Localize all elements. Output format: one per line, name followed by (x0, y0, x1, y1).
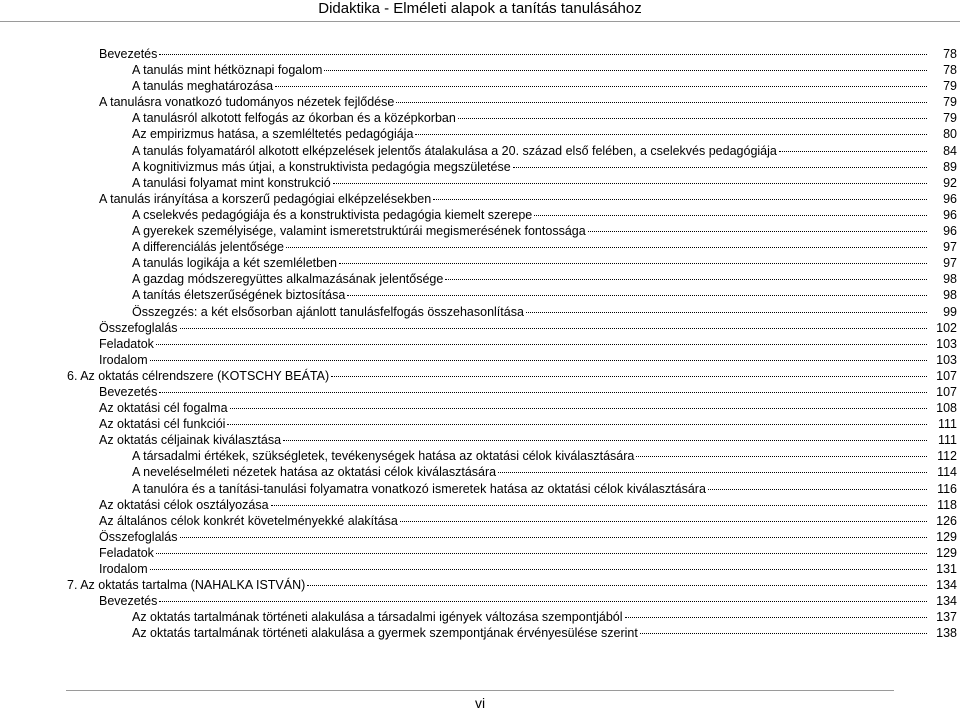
toc-entry-title: Az oktatás tartalmának történeti alakulása a gyermek szempontjának érvényesülése szerint (132, 626, 638, 641)
toc-entry[interactable] (0, 400, 960, 416)
toc-entry-title: Összefoglalás (99, 529, 178, 544)
running-header (0, 0, 960, 30)
toc-entry[interactable] (0, 223, 960, 239)
toc-entry-page: 131 (936, 562, 957, 576)
dot-leader (307, 585, 927, 586)
dot-leader (339, 263, 927, 264)
toc-entry-page: 97 (943, 240, 957, 255)
toc-entry-title: A tanulás meghatározása (132, 79, 274, 94)
dot-leader (415, 134, 927, 135)
toc-entry-page: 111 (937, 433, 957, 448)
dot-leader (779, 151, 927, 152)
toc-entry[interactable] (0, 384, 960, 400)
toc-entry-title: Összegzés: a két elsősorban ajánlott tanulásfelfogás összehasonlítása (132, 304, 524, 319)
toc-entry-title: A tanulás irányítása a korszerű pedagógiai elképzelésekben (99, 191, 432, 206)
toc-entry-title: Az oktatási célok osztályozása (99, 497, 269, 512)
toc-entry[interactable] (0, 78, 960, 94)
toc-entry[interactable] (0, 175, 960, 191)
toc-entry[interactable] (0, 255, 960, 271)
toc-entry-title: A gyerekek személyisége, valamint ismeretstruktúrái megismerésének fontossága (132, 224, 586, 239)
toc-entry-title: Irodalom (99, 562, 148, 576)
dot-leader (526, 312, 927, 313)
toc-entry-page: 129 (936, 545, 957, 560)
dot-leader (286, 247, 927, 248)
footer-rule (66, 690, 894, 691)
toc-entry[interactable] (0, 126, 960, 142)
dot-leader (636, 456, 927, 457)
dot-leader (445, 279, 927, 280)
toc-entry[interactable] (0, 432, 960, 448)
toc-entry-page: 118 (937, 497, 957, 512)
toc-entry[interactable] (0, 481, 960, 497)
dot-leader (640, 633, 927, 634)
toc-entry[interactable] (0, 110, 960, 126)
toc-entry-title: Bevezetés (99, 47, 158, 61)
toc-entry[interactable] (0, 239, 960, 255)
toc-entry[interactable] (0, 416, 960, 432)
toc-entry-page: 79 (943, 79, 957, 94)
toc-entry[interactable] (0, 529, 960, 545)
dot-leader (159, 54, 927, 55)
toc-entry-title: Az oktatás céljainak kiválasztása (99, 433, 282, 448)
toc-entry-title: Az oktatás tartalmának történeti alakulása a társadalmi igények változása szempontjából (132, 610, 623, 625)
toc-entry[interactable] (0, 271, 960, 287)
toc-entry[interactable] (0, 561, 960, 577)
toc-entry-page: 96 (943, 207, 957, 222)
toc-entry-title: A társadalmi értékek, szükségletek, tevékenységek hatása az oktatási célok kiválasztására (132, 449, 635, 464)
dot-leader (156, 553, 927, 554)
toc-entry-page: 134 (936, 578, 957, 593)
toc-entry[interactable] (0, 304, 960, 320)
toc-entry[interactable] (0, 94, 960, 110)
toc-entry[interactable] (0, 497, 960, 513)
toc-entry-title: Az oktatási cél fogalma (99, 401, 228, 416)
toc-entry-title: A cselekvés pedagógiája és a konstruktivista pedagógia kiemelt szerepe (132, 207, 533, 222)
header-rule (0, 21, 960, 22)
toc-entry-page: 114 (937, 465, 957, 480)
dot-leader (275, 86, 927, 87)
toc-entry-page: 96 (943, 191, 957, 206)
toc-entry-page: 92 (943, 175, 957, 190)
toc-entry-title: A tanulásról alkotott felfogás az ókorban és a középkorban (132, 111, 456, 126)
toc-entry[interactable] (0, 207, 960, 223)
dot-leader (708, 489, 927, 490)
toc-entry[interactable] (0, 143, 960, 159)
toc-entry[interactable] (0, 609, 960, 625)
toc-entry-title: A tanulás logikája a két szemléletben (132, 256, 337, 271)
toc-entry-page: 111 (937, 417, 957, 432)
toc-entry[interactable] (0, 545, 960, 561)
dot-leader (227, 424, 927, 425)
toc-entry-title: A gazdag módszeregyüttes alkalmazásának jelentősége (132, 272, 444, 287)
toc-entry-page: 116 (937, 481, 957, 496)
toc-entry[interactable] (0, 464, 960, 480)
toc-entry[interactable] (0, 513, 960, 529)
toc-entry[interactable] (0, 577, 960, 593)
dot-leader (159, 392, 927, 393)
toc-entry-page: 126 (936, 513, 957, 528)
dot-leader (180, 537, 927, 538)
toc-entry-title: Az oktatási cél funkciói (99, 417, 226, 432)
toc-entry-title: Bevezetés (99, 594, 158, 609)
toc-entry-page: 98 (943, 272, 957, 287)
toc-entry-page: 96 (943, 224, 957, 239)
toc-entry-title: Feladatok (99, 545, 154, 560)
toc-entry-page: 89 (943, 159, 957, 174)
toc-entry-title: Az általános célok konkrét követelményekké alakítása (99, 513, 398, 528)
toc-entry[interactable] (0, 593, 960, 609)
dot-leader (283, 440, 927, 441)
dot-leader (400, 521, 927, 522)
toc-entry-title: A tanulóra és a tanítási-tanulási folyamatra vonatkozó ismeretek hatása az oktatási célok kiválasztására (132, 481, 706, 496)
toc-entry-page: 108 (936, 401, 957, 416)
page-number: vi (474, 695, 486, 711)
dot-leader (433, 199, 927, 200)
toc-entry-page: 103 (936, 336, 957, 351)
dot-leader (588, 231, 927, 232)
dot-leader (458, 118, 927, 119)
toc-entry[interactable] (0, 368, 960, 384)
toc-entry-title: Összefoglalás (99, 320, 178, 335)
dot-leader (324, 70, 927, 71)
toc-entry[interactable] (0, 352, 960, 368)
dot-leader (180, 328, 927, 329)
toc-entry-page: 79 (943, 111, 957, 126)
toc-entry-page: 97 (943, 256, 957, 271)
toc-entry[interactable] (0, 336, 960, 352)
toc-entry-title: A kognitivizmus más útjai, a konstruktivista pedagógia megszületése (132, 159, 511, 174)
toc-entry-title: 7. Az oktatás tartalma (NAHALKA ISTVÁN) (67, 578, 306, 593)
dot-leader (498, 472, 927, 473)
table-of-contents (0, 46, 960, 641)
toc-entry-title: A tanulásra vonatkozó tudományos nézetek fejlődése (99, 95, 395, 110)
dot-leader (331, 376, 927, 377)
toc-entry[interactable] (0, 287, 960, 303)
dot-leader (513, 167, 927, 168)
toc-entry-page: 80 (943, 127, 957, 142)
toc-entry-page: 99 (943, 304, 957, 319)
toc-entry-page: 103 (936, 352, 957, 367)
dot-leader (333, 183, 927, 184)
toc-entry-title: A tanulás mint hétköznapi fogalom (132, 63, 323, 78)
toc-entry-page: 79 (943, 95, 957, 110)
dot-leader (159, 601, 927, 602)
dot-leader (271, 505, 927, 506)
toc-entry[interactable] (0, 448, 960, 464)
toc-entry-title: A tanulási folyamat mint konstrukció (132, 175, 331, 190)
toc-entry-title: A tanulás folyamatáról alkotott elképzelések jelentős átalakulása a 20. század első felében, a cselekvés pedagógiája (132, 143, 777, 158)
toc-entry-title: A tanítás életszerűségének biztosítása (132, 288, 346, 303)
toc-entry-page: 134 (936, 594, 957, 609)
toc-entry-page: 78 (943, 63, 957, 78)
dot-leader (230, 408, 927, 409)
toc-entry-title: A differenciálás jelentősége (132, 240, 284, 255)
toc-entry-title: Az empirizmus hatása, a szemléltetés pedagógiája (132, 127, 414, 142)
toc-entry-page: 98 (943, 288, 957, 303)
toc-entry[interactable] (0, 62, 960, 78)
dot-leader (625, 617, 927, 618)
toc-entry-page: 102 (936, 320, 957, 335)
dot-leader (156, 344, 927, 345)
running-header-title: Didaktika - Elméleti alapok a tanítás tanulásához (318, 0, 642, 17)
dot-leader (347, 295, 927, 296)
toc-entry-page: 129 (936, 529, 957, 544)
toc-entry-title: Feladatok (99, 336, 154, 351)
dot-leader (150, 569, 927, 570)
toc-entry[interactable] (0, 320, 960, 336)
toc-entry-title: A neveléselméleti nézetek hatása az oktatási célok kiválasztására (132, 465, 497, 480)
toc-entry[interactable] (0, 625, 960, 641)
toc-entry-page: 107 (936, 384, 957, 399)
dot-leader (534, 215, 927, 216)
toc-entry-page: 138 (936, 626, 957, 641)
toc-entry-page: 112 (937, 449, 957, 464)
toc-entry[interactable] (0, 46, 960, 62)
toc-entry-page: 137 (936, 610, 957, 625)
toc-entry[interactable] (0, 159, 960, 175)
toc-entry-page: 84 (943, 143, 957, 158)
toc-entry[interactable] (0, 191, 960, 207)
toc-entry-title: 6. Az oktatás célrendszere (KOTSCHY BEÁTA) (67, 368, 330, 383)
toc-entry-title: Bevezetés (99, 384, 158, 399)
toc-entry-page: 107 (936, 368, 957, 383)
toc-entry-title: Irodalom (99, 352, 148, 367)
toc-entry-page: 78 (943, 47, 957, 61)
dot-leader (150, 360, 927, 361)
dot-leader (396, 102, 927, 103)
